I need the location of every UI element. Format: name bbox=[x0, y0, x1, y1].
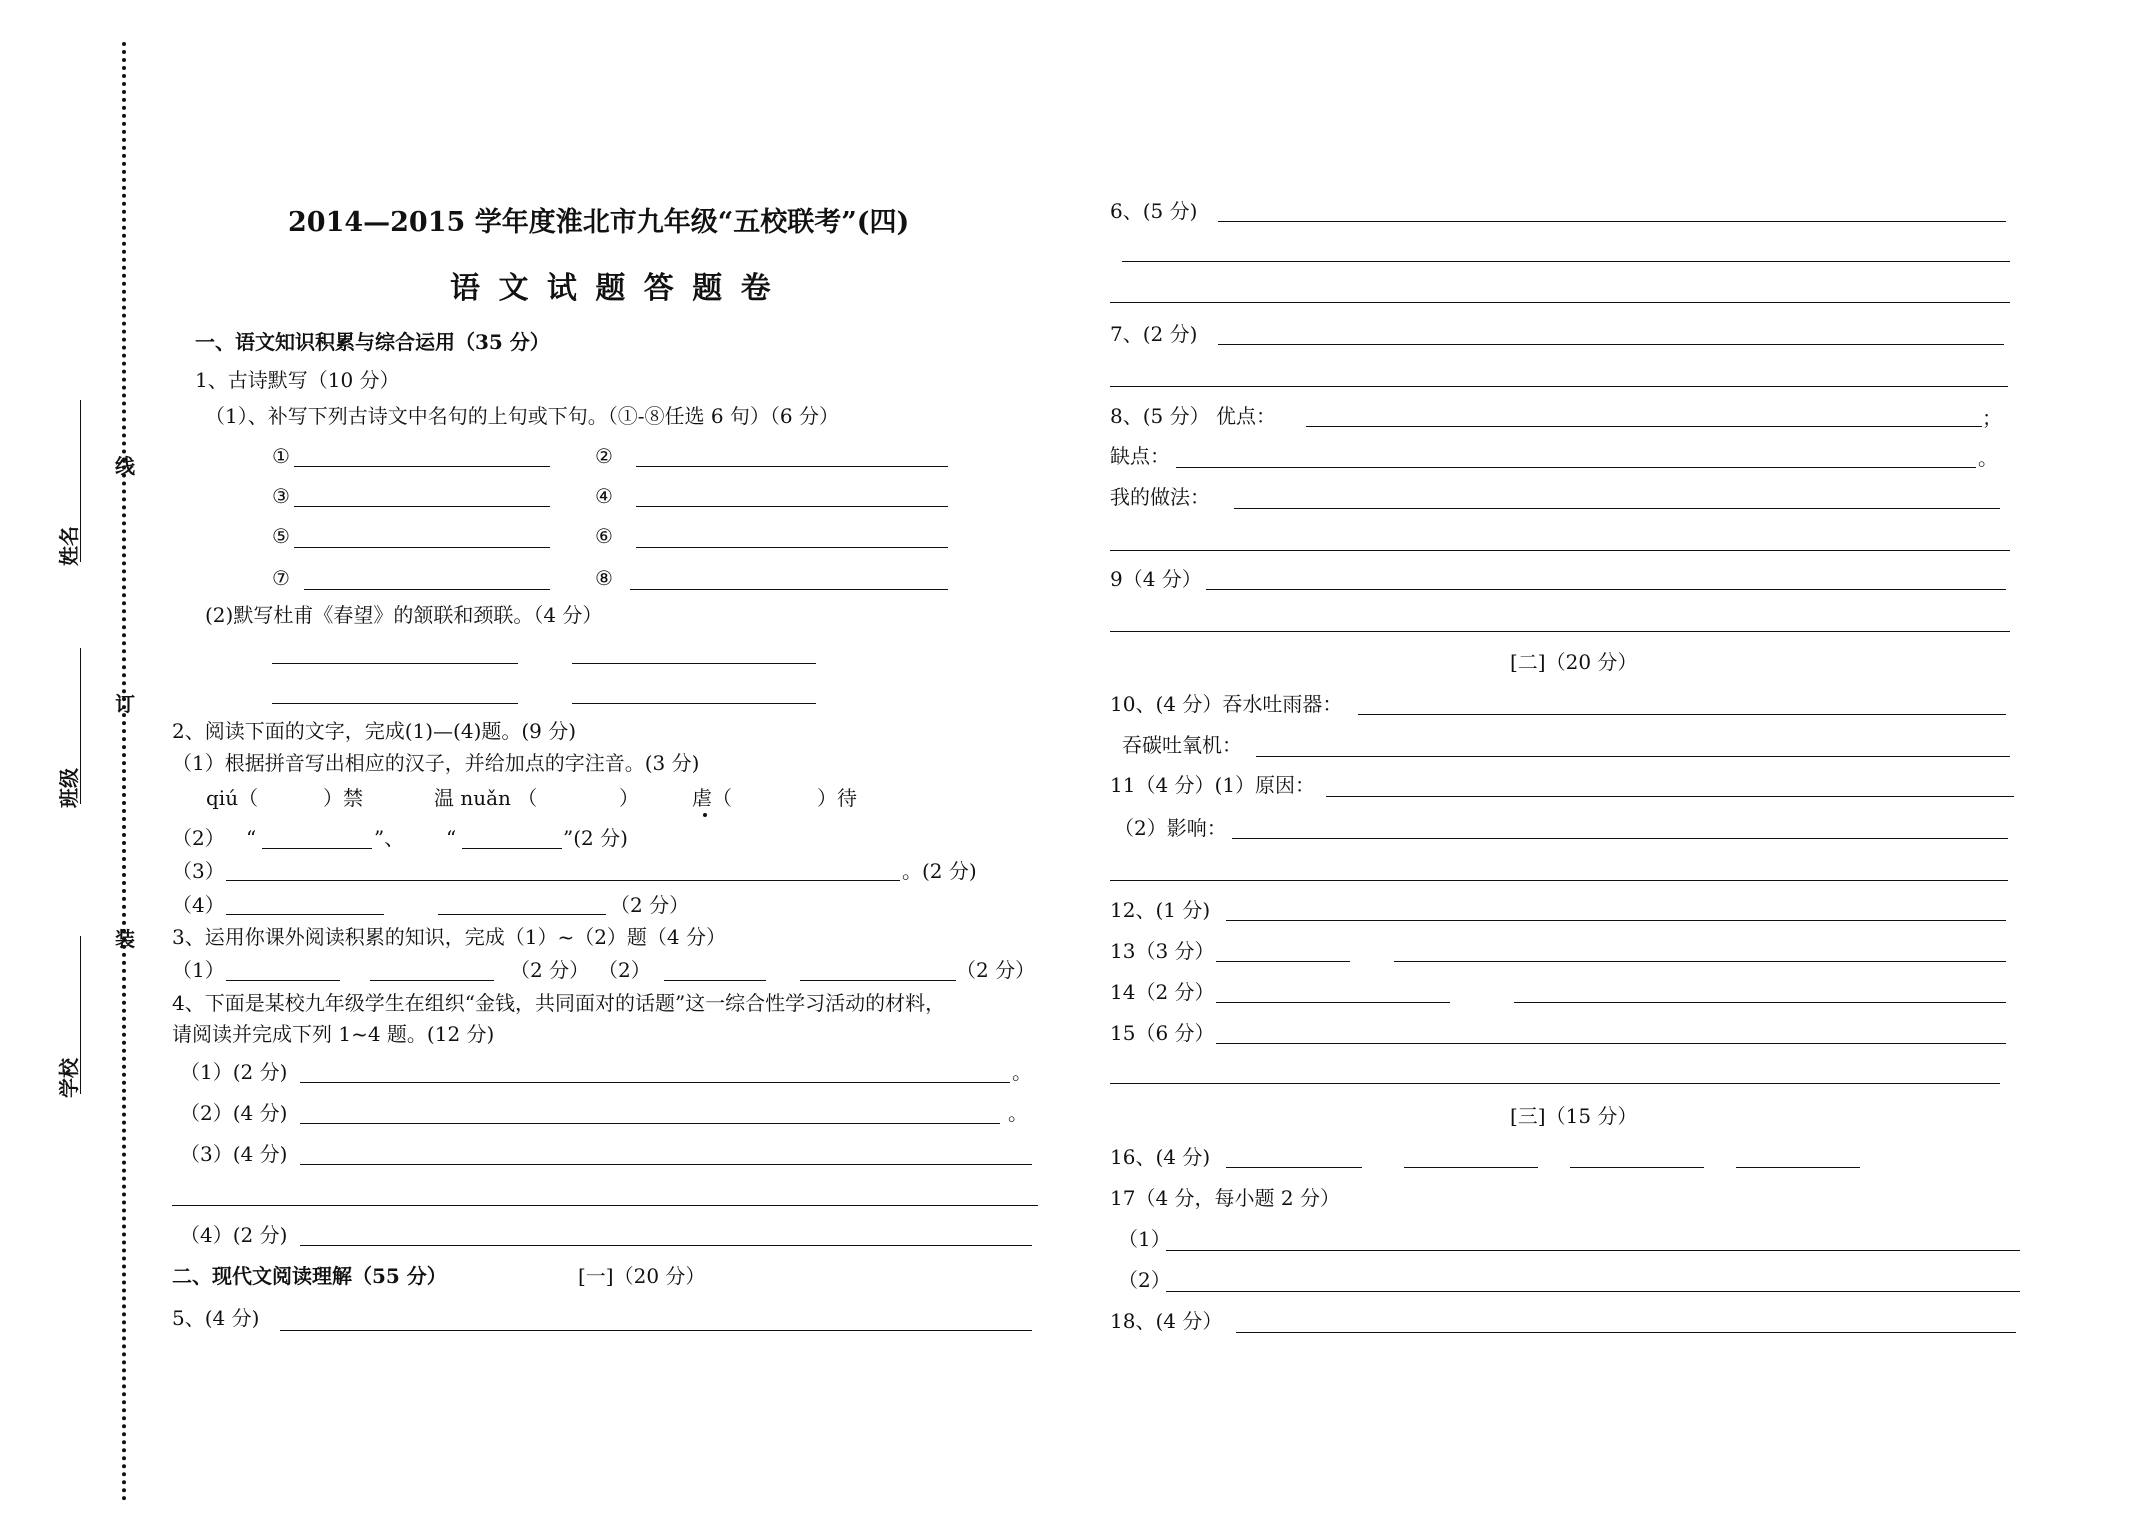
page-title: 2014—2015 学年度淮北市九年级“五校联考”(四) bbox=[288, 207, 910, 238]
margin-mark-ding: 订 bbox=[115, 692, 135, 716]
q2-1-dai: ）待 bbox=[817, 786, 857, 810]
q4-1-label: （1）(2 分) bbox=[180, 1060, 288, 1084]
q4-2-period: 。 bbox=[1008, 1101, 1028, 1125]
q2-1-jin: ）禁 bbox=[323, 786, 363, 810]
q2-4-answer-line-2[interactable] bbox=[438, 914, 606, 915]
q2-2-quote-open-1: “ bbox=[246, 826, 257, 850]
q15-answer-line-2[interactable] bbox=[1110, 1083, 2000, 1084]
q14-answer-line-1[interactable] bbox=[1216, 1002, 1450, 1003]
q8-method-line-2[interactable] bbox=[1110, 550, 2010, 551]
q5-label: 5、(4 分) bbox=[172, 1306, 260, 1330]
section-2-part-3: [三]（15 分） bbox=[1510, 1104, 1638, 1128]
q1-heading: 1、古诗默写（10 分） bbox=[195, 368, 400, 392]
q13-label: 13（3 分） bbox=[1110, 939, 1215, 963]
binding-dotted-line bbox=[122, 42, 126, 1502]
section-1-heading: 一、语文知识积累与综合运用（35 分） bbox=[195, 330, 550, 354]
q3-2-label: （2） bbox=[598, 958, 651, 982]
q3-1-score: （2 分） bbox=[510, 958, 590, 982]
q8-advantage-line[interactable] bbox=[1306, 426, 1982, 427]
q2-2-answer-line-1[interactable] bbox=[262, 848, 372, 849]
q14-answer-line-2[interactable] bbox=[1514, 1002, 2006, 1003]
answer-line-6[interactable] bbox=[636, 547, 948, 548]
emphasis-dot bbox=[703, 813, 707, 817]
chunwang-line-4[interactable] bbox=[572, 703, 816, 704]
circle-1: ① bbox=[272, 444, 290, 468]
q8-method-line-1[interactable] bbox=[1234, 508, 2000, 509]
q15-answer-line-1[interactable] bbox=[1216, 1043, 2006, 1044]
q2-heading: 2、阅读下面的文字，完成(1)—(4)题。(9 分) bbox=[172, 719, 577, 743]
q2-2-label: （2） bbox=[172, 826, 225, 850]
q2-3-label: （3） bbox=[172, 859, 225, 883]
circle-2: ② bbox=[595, 444, 613, 468]
q17-1-label: （1） bbox=[1118, 1227, 1171, 1251]
answer-line-1[interactable] bbox=[294, 466, 550, 467]
q11-answer-line-3[interactable] bbox=[1110, 880, 2008, 881]
q18-label: 18、(4 分） bbox=[1110, 1309, 1223, 1333]
q5-answer-line[interactable] bbox=[280, 1330, 1032, 1331]
q2-1-qiu: qiú（ bbox=[206, 786, 259, 810]
page-subtitle: 语 文 试 题 答 题 卷 bbox=[450, 271, 775, 306]
q10-answer-line-2[interactable] bbox=[1256, 756, 2010, 757]
q8-label: 8、(5 分） 优点： bbox=[1110, 404, 1276, 428]
q3-1-label: （1） bbox=[172, 958, 225, 982]
q4-instruction-line1: 4、下面是某校九年级学生在组织“金钱，共同面对的话题”这一综合性学习活动的材料， bbox=[172, 991, 946, 1015]
section-2-part-1: [一]（20 分） bbox=[578, 1264, 706, 1288]
answer-line-5[interactable] bbox=[294, 547, 550, 548]
q10-answer-line-1[interactable] bbox=[1358, 714, 2006, 715]
school-fill-line[interactable] bbox=[80, 936, 81, 1094]
q12-answer-line[interactable] bbox=[1226, 920, 2006, 921]
class-label: 班级 bbox=[57, 768, 81, 808]
q11-label: 11（4 分）(1）原因： bbox=[1110, 773, 1316, 797]
q8-semicolon: ； bbox=[1982, 406, 2002, 430]
margin-mark-xian: 线 bbox=[115, 454, 135, 478]
q10-label: 10、(4 分）吞水吐雨器： bbox=[1110, 692, 1343, 716]
q18-answer-line[interactable] bbox=[1236, 1332, 2016, 1333]
q6-answer-line-3[interactable] bbox=[1110, 302, 2010, 303]
q2-4-score: （2 分） bbox=[610, 893, 690, 917]
q9-label: 9（4 分） bbox=[1110, 567, 1202, 591]
circle-4: ④ bbox=[595, 484, 613, 508]
q9-answer-line-2[interactable] bbox=[1110, 631, 2010, 632]
q2-3-answer-line[interactable] bbox=[226, 880, 900, 881]
q17-2-label: （2） bbox=[1118, 1268, 1171, 1292]
q4-4-label: （4）(2 分) bbox=[180, 1223, 288, 1247]
q3-2-answer-line-2[interactable] bbox=[800, 980, 956, 981]
q2-4-answer-line-1[interactable] bbox=[226, 914, 384, 915]
q3-1-answer-line-2[interactable] bbox=[370, 980, 494, 981]
q2-2-quote-close-1: ”、 bbox=[374, 826, 405, 850]
margin-mark-zhuang: 装 bbox=[115, 927, 135, 951]
chunwang-line-3[interactable] bbox=[272, 703, 518, 704]
q16-answer-line-3[interactable] bbox=[1570, 1167, 1704, 1168]
q11-answer-line-1[interactable] bbox=[1326, 796, 2014, 797]
q1-1-instruction: （1）、补写下列古诗文中名句的上句或下句。（①-⑧任选 6 句）（6 分） bbox=[205, 404, 840, 428]
q4-3-answer-line-1[interactable] bbox=[300, 1164, 1032, 1165]
q3-2-score: （2 分） bbox=[956, 958, 1036, 982]
q4-2-label: （2）(4 分) bbox=[180, 1101, 288, 1125]
q3-heading: 3、运用你课外阅读积累的知识，完成（1）~（2）题（4 分） bbox=[172, 925, 727, 949]
name-fill-line[interactable] bbox=[80, 400, 81, 562]
q8-method-label: 我的做法： bbox=[1110, 485, 1210, 509]
q7-label: 7、(2 分) bbox=[1110, 322, 1198, 346]
q4-instruction-line2: 请阅读并完成下列 1~4 题。(12 分) bbox=[172, 1022, 495, 1046]
q7-answer-line-2[interactable] bbox=[1110, 386, 2008, 387]
q2-2-answer-line-2[interactable] bbox=[462, 848, 562, 849]
q16-answer-line-4[interactable] bbox=[1736, 1167, 1860, 1168]
q14-label: 14（2 分） bbox=[1110, 980, 1215, 1004]
q16-answer-line-2[interactable] bbox=[1404, 1167, 1538, 1168]
q4-2-answer-line[interactable] bbox=[300, 1123, 1000, 1124]
chunwang-line-2[interactable] bbox=[572, 663, 816, 664]
q6-label: 6、(5 分) bbox=[1110, 199, 1198, 223]
q10-second-label: 吞碳吐氧机： bbox=[1122, 733, 1242, 757]
chunwang-line-1[interactable] bbox=[272, 663, 518, 664]
q17-2-answer-line[interactable] bbox=[1166, 1291, 2020, 1292]
name-label: 姓名 bbox=[57, 526, 81, 566]
circle-6: ⑥ bbox=[595, 524, 613, 548]
q4-1-period: 。 bbox=[1012, 1060, 1032, 1084]
q8-disadvantage-line[interactable] bbox=[1176, 467, 1976, 468]
q2-1-nuan: 温 nuǎn （ bbox=[434, 786, 538, 810]
q11-answer-line-2[interactable] bbox=[1232, 838, 2008, 839]
circle-7: ⑦ bbox=[272, 566, 290, 590]
q7-answer-line-1[interactable] bbox=[1218, 344, 2004, 345]
q2-3-score: 。(2 分) bbox=[902, 859, 977, 883]
circle-3: ③ bbox=[272, 484, 290, 508]
q2-2-quote-open-2: “ bbox=[446, 826, 457, 850]
q3-1-answer-line-1[interactable] bbox=[226, 980, 340, 981]
q12-label: 12、(1 分) bbox=[1110, 898, 1211, 922]
q1-2-instruction: (2)默写杜甫《春望》的颔联和颈联。（4 分） bbox=[205, 603, 603, 627]
answer-line-3[interactable] bbox=[294, 506, 550, 507]
q15-label: 15（6 分） bbox=[1110, 1021, 1215, 1045]
q3-2-answer-line-1[interactable] bbox=[664, 980, 766, 981]
q8-disadvantage-label: 缺点： bbox=[1110, 444, 1170, 468]
q8-period: 。 bbox=[1978, 446, 1998, 470]
circle-8: ⑧ bbox=[595, 566, 613, 590]
q17-1-answer-line[interactable] bbox=[1166, 1250, 2020, 1251]
answer-line-7[interactable] bbox=[304, 589, 550, 590]
q4-1-answer-line[interactable] bbox=[300, 1082, 1010, 1083]
q2-2-quote-close-2: ”(2 分) bbox=[563, 826, 628, 850]
q4-3-label: （3）(4 分) bbox=[180, 1142, 288, 1166]
q11-effect-label: （2）影响： bbox=[1114, 816, 1227, 840]
q13-answer-line-2[interactable] bbox=[1394, 961, 2006, 962]
answer-line-2[interactable] bbox=[636, 466, 948, 467]
section-2-part-2: [二]（20 分） bbox=[1510, 650, 1638, 674]
q2-1-nue: 虐（ bbox=[692, 786, 732, 810]
school-label: 学校 bbox=[57, 1058, 81, 1098]
circle-5: ⑤ bbox=[272, 524, 290, 548]
q17-label: 17（4 分，每小题 2 分） bbox=[1110, 1186, 1340, 1210]
q16-label: 16、(4 分) bbox=[1110, 1145, 1211, 1169]
q4-3-answer-line-2[interactable] bbox=[172, 1205, 1038, 1206]
q2-4-label: （4） bbox=[172, 893, 225, 917]
q6-answer-line-1[interactable] bbox=[1218, 221, 2006, 222]
q4-4-answer-line[interactable] bbox=[300, 1245, 1032, 1246]
q2-1-instruction: （1）根据拼音写出相应的汉子，并给加点的字注音。(3 分) bbox=[172, 751, 700, 775]
q6-answer-line-2[interactable] bbox=[1122, 261, 2010, 262]
answer-line-4[interactable] bbox=[636, 506, 948, 507]
section-2-heading: 二、现代文阅读理解（55 分） bbox=[172, 1264, 447, 1288]
q2-1-nuan-close: ） bbox=[619, 786, 639, 810]
q13-answer-line-1[interactable] bbox=[1216, 961, 1350, 962]
answer-line-8[interactable] bbox=[630, 589, 948, 590]
class-fill-line[interactable] bbox=[80, 648, 81, 804]
q16-answer-line-1[interactable] bbox=[1226, 1167, 1362, 1168]
q9-answer-line-1[interactable] bbox=[1206, 589, 2006, 590]
